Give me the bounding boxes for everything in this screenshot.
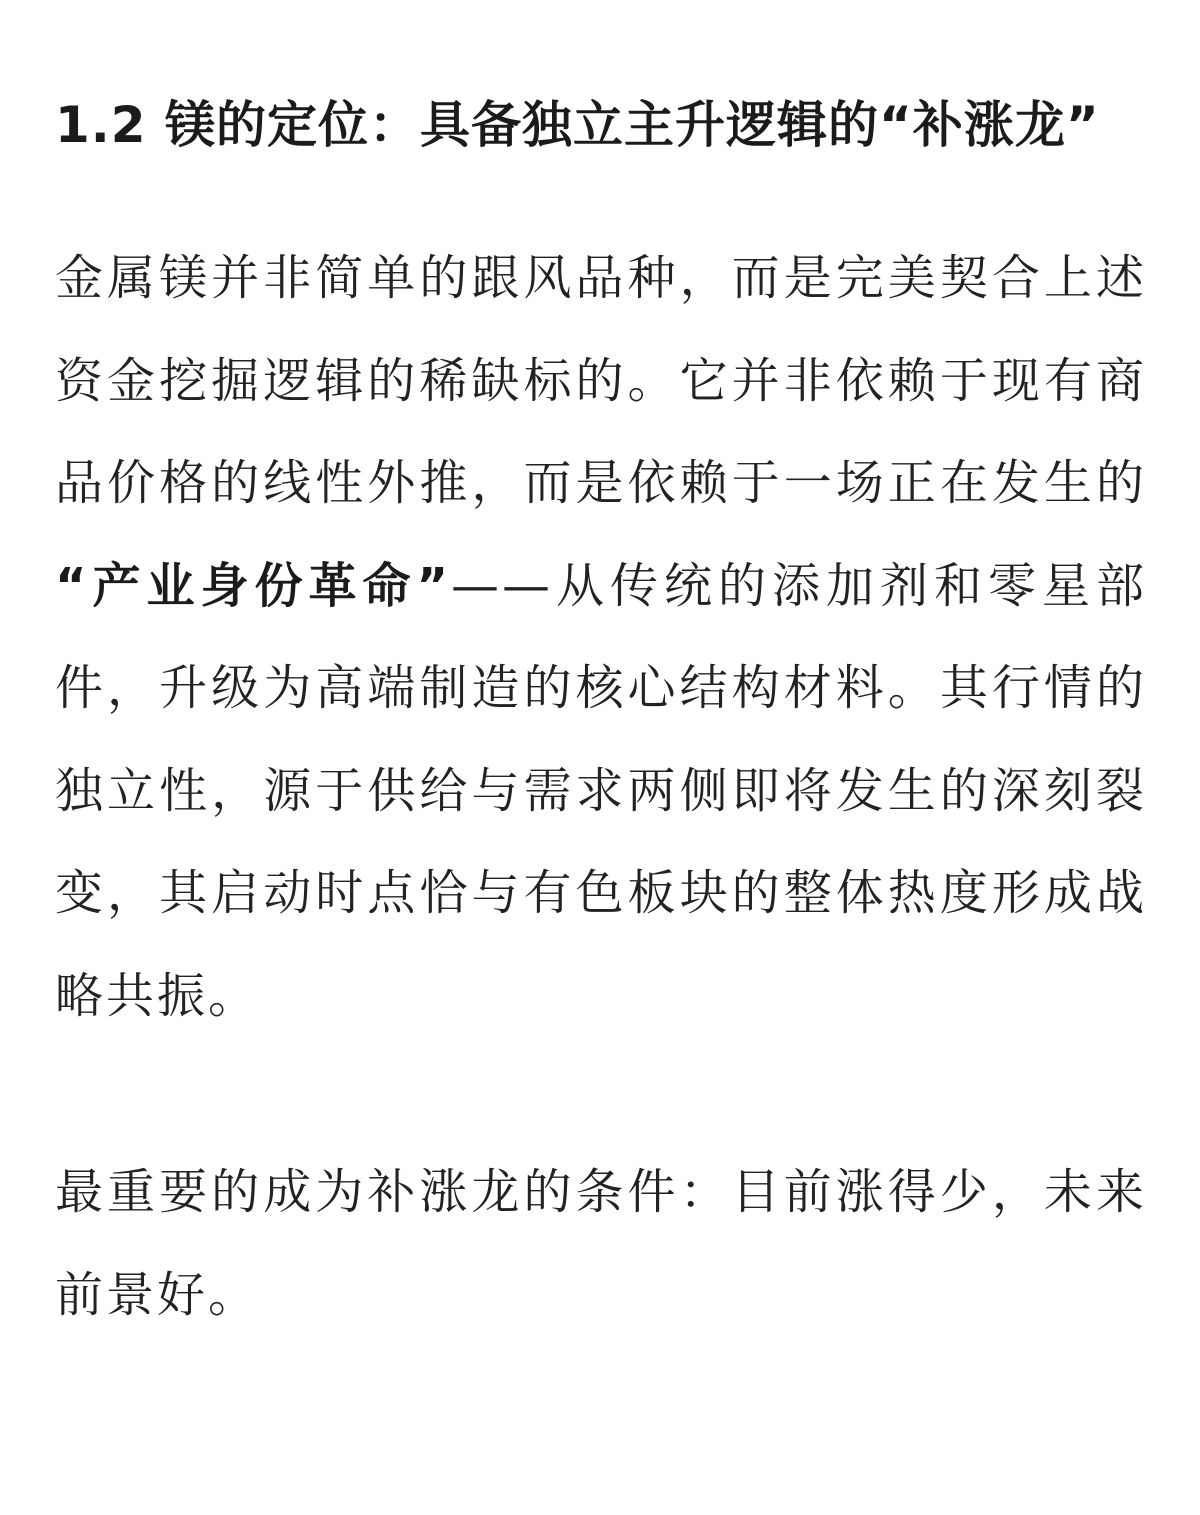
section-heading: 1.2 镁的定位：具备独立主升逻辑的“补涨龙”: [55, 96, 1100, 154]
body-paragraph-1: [55, 227, 1147, 1047]
body-paragraph-2: 最重要的成为补涨龙的条件：目前涨得少，未来前景好。: [55, 1164, 1147, 1323]
emphasized-phrase: “产业身份革命”: [55, 557, 452, 614]
paragraph-1-text-start: 金属镁并非简单的跟风品种，而是完美契合上述资金挖掘逻辑的稀缺标的。它并非依赖于现有商品价格的线性外推，而是依赖于一场正在发生的: [55, 250, 1147, 511]
article: [55, 76, 1147, 1346]
paragraph-1-text-end: ——从传统的添加剂和零星部件，升级为高端制造的核心结构材料。其行情的独立性，源于供给与需求两侧即将发生的深刻裂变，其启动时点恰与有色板块的整体热度形成战略共振。: [55, 557, 1147, 1024]
